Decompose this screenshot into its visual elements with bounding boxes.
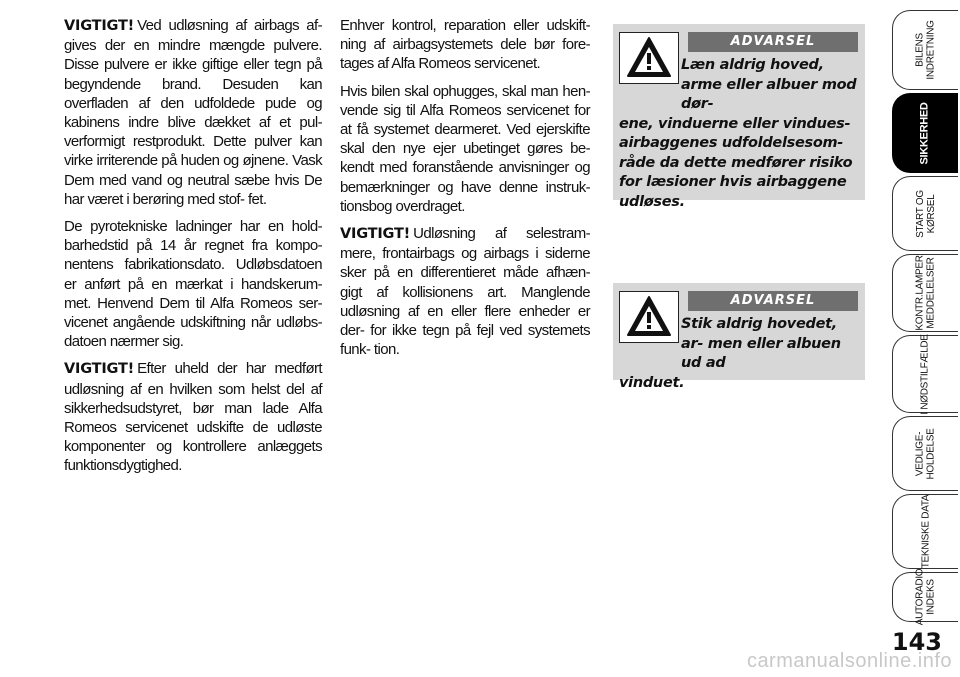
important-lead: VIGTIGT! xyxy=(64,361,135,378)
tab-label: VEDLIGE- HOLDELSE xyxy=(914,428,937,479)
tab-sikkerhed[interactable] xyxy=(892,93,958,173)
tab-label: KONTR.LAMPER MEDDELELSER xyxy=(914,255,937,331)
paragraph-text: De pyrotekniske ladninger har en hold- barhedstid på 14 år regnet fra kompo- nentens fabrikationsdato. Udløbsdatoen er anført på en mærkat i handskerum- met. Henvend Dem til Alfa Romeos ser- vicenet angående udskiftning når udløbs- datoen nærmer sig. xyxy=(64,218,322,351)
text-column-middle xyxy=(340,16,590,367)
warning-text-indented: Stik aldrig hovedet, ar- men eller albuen ud ad xyxy=(681,316,841,371)
paragraph xyxy=(340,16,590,74)
warning-label: ADVARSEL xyxy=(688,32,858,52)
tab-start-og-korsel[interactable] xyxy=(892,176,958,251)
warning-box xyxy=(613,24,865,210)
warning-label: ADVARSEL xyxy=(688,291,858,311)
warning-text-indented: Læn aldrig hoved, arme eller albuer mod dør- xyxy=(681,57,857,112)
tab-label: BILENS INDRETNING xyxy=(914,20,937,80)
important-lead: VIGTIGT! xyxy=(340,226,411,243)
tab-label: SIKKERHED xyxy=(919,101,931,165)
warning-text-rest: vinduet. xyxy=(619,374,685,391)
chapter-tabs xyxy=(884,0,960,677)
paragraph xyxy=(64,217,322,351)
warning-box xyxy=(613,283,865,391)
paragraph-text: Efter uheld der har medført udløsning af en hvilken som helst del af sikkerhedsudstyret, bør man lade Alfa Romeos servicenet udskifte de udløste komponenter og kontrollere anlæggets funktionsdygtighed. xyxy=(64,360,322,475)
warning-text-rest: ene, vinduerne eller vindues- airbaggenes udfoldelsesom- råde da dette medfører risiko for læsioner hvis airbaggene udløses. xyxy=(619,115,853,210)
important-lead: VIGTIGT! xyxy=(64,18,135,34)
paragraph xyxy=(340,224,590,359)
tab-label: START OG KØRSEL xyxy=(914,189,937,238)
tab-label: I NØDSTILFÆLDE xyxy=(920,333,932,415)
tab-vedligeholdelse[interactable] xyxy=(892,416,958,491)
tab-kontrollamper[interactable] xyxy=(892,254,958,332)
paragraph xyxy=(64,359,322,475)
paragraph-text: Udløsning af selestram- mere, frontairbags og airbags i siderne sker på en differentieret måde afhæn- gigt af kollisionens art. Manglende udløsning af en eller flere enheder er der- for ikke tegn på fejl ved systemets funk- tion. xyxy=(340,225,590,359)
paragraph-text: Ved udløsning af airbags af- gives der en mindre mængde pulvere. Disse pulvere er ikke giftige eller tegn på begyndende brand. Desuden kan overfladen af den udfoldede pude og kabinens indre blive dækket af et pul- verformigt restprodukt. Dette pulver kan virke irriterende på huden og øjnene. Vask Dem med vand og neutral sæbe hvis De har været i berøring med stof- fet. xyxy=(64,17,322,208)
tab-tekniske-data[interactable] xyxy=(892,494,958,569)
tab-label: TEKNISKE DATA xyxy=(920,494,931,569)
warning-text xyxy=(619,56,861,212)
tab-label: AUTORADIO INDEKS xyxy=(914,568,937,626)
paragraph xyxy=(64,16,322,209)
warning-text xyxy=(619,315,861,393)
tab-autoradio-indeks[interactable] xyxy=(892,568,958,626)
page-number: 143 xyxy=(891,628,942,656)
paragraph xyxy=(340,82,590,216)
paragraph-text: Enhver kontrol, reparation eller udskift- ning af airbagsystemets dele bør fore- tages af Alfa Romeos servicenet. xyxy=(340,17,590,73)
watermark: carmanualsonline.info xyxy=(746,650,952,672)
paragraph-text: Hvis bilen skal ophugges, skal man hen- vende sig til Alfa Romeos servicenet for at få systemet dearmeret. Ved ejerskifte skal den nye ejer ubetinget gøres be- kendt med foranstående anvisninger og bemærkninger og have denne instruk- tionsbog overdraget. xyxy=(340,82,590,215)
tab-i-nodstilfaelde[interactable] xyxy=(892,335,958,413)
text-column-left xyxy=(64,16,322,484)
tab-bilens-indretning[interactable] xyxy=(892,10,958,90)
